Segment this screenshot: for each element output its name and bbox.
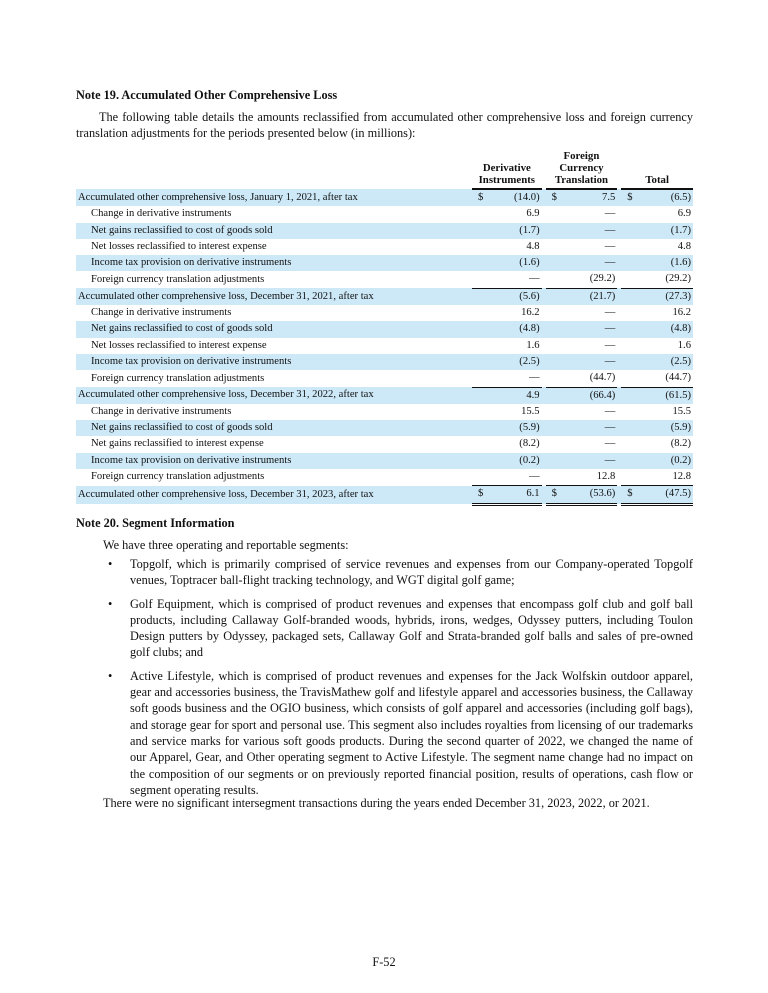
table-row [76, 223, 693, 239]
derivative-instruments-header: Derivative Instruments [472, 150, 542, 189]
aoci-table-body [76, 189, 693, 504]
currency-symbol [472, 288, 492, 305]
currency-symbol [546, 453, 566, 469]
foreign-value: (44.7) [566, 370, 618, 387]
table-row [76, 469, 693, 486]
currency-symbol [621, 469, 641, 486]
currency-symbol [546, 354, 566, 370]
total-value: 15.5 [672, 405, 691, 417]
currency-symbol [621, 255, 641, 271]
row-label: Foreign currency translation adjustments [91, 372, 265, 384]
currency-symbol [621, 453, 641, 469]
table-row [76, 271, 693, 288]
derivative-value: (0.2) [492, 453, 542, 469]
derivative-value: — [492, 271, 542, 288]
foreign-value: — [604, 405, 616, 417]
derivative-value: 6.9 [526, 208, 540, 220]
foreign-value: — [566, 354, 618, 370]
currency-symbol [546, 321, 566, 337]
derivative-value: 6.1 [492, 486, 542, 504]
total-value: 6.9 [677, 208, 691, 220]
row-label: Net gains reclassified to cost of goods sold [76, 321, 472, 337]
foreign-value: — [604, 339, 616, 351]
currency-symbol [546, 288, 566, 305]
total-value: (61.5) [641, 387, 693, 404]
table-row [76, 404, 693, 420]
table-row [76, 370, 693, 387]
row-label: Net losses reclassified to interest expense [91, 339, 267, 351]
total-value: (6.5) [641, 189, 693, 206]
row-label: Income tax provision on derivative instruments [76, 354, 472, 370]
derivative-value: 1.6 [526, 339, 540, 351]
table-row [76, 206, 693, 222]
total-value: (5.9) [641, 420, 693, 436]
derivative-value: 15.5 [521, 405, 540, 417]
foreign-value: — [566, 321, 618, 337]
currency-symbol [546, 206, 566, 222]
total-value: (47.5) [641, 486, 693, 504]
currency-symbol [621, 420, 641, 436]
currency-symbol [546, 223, 566, 239]
foreign-value: (29.2) [566, 271, 618, 288]
row-label: Accumulated other comprehensive loss, December 31, 2022, after tax [76, 387, 472, 404]
row-label: Change in derivative instruments [91, 307, 232, 319]
currency-symbol [621, 321, 641, 337]
row-label: Foreign currency translation adjustments [91, 471, 265, 483]
table-row [76, 453, 693, 469]
currency-symbol: $ [546, 486, 566, 504]
foreign-value: 7.5 [566, 189, 618, 206]
balance-row [76, 387, 693, 404]
table-header-row [76, 150, 693, 189]
total-value: 4.8 [677, 240, 691, 252]
total-value: (8.2) [670, 438, 691, 450]
row-label: Net gains reclassified to interest expense [91, 438, 264, 450]
table-row [76, 338, 693, 354]
foreign-value: — [604, 438, 616, 450]
total-value: (29.2) [641, 271, 693, 288]
row-label: Accumulated other comprehensive loss, December 31, 2021, after tax [76, 288, 472, 305]
bullet-icon: • [108, 557, 113, 571]
row-label: Change in derivative instruments [91, 405, 232, 417]
currency-symbol [546, 271, 566, 288]
row-label: Income tax provision on derivative instruments [76, 453, 472, 469]
page-number: F-52 [372, 955, 396, 969]
currency-symbol: $ [546, 189, 566, 206]
foreign-value: — [566, 453, 618, 469]
note-20-title: Note 20. Segment Information [76, 516, 235, 530]
currency-symbol [546, 255, 566, 271]
currency-symbol [472, 271, 492, 288]
currency-symbol [546, 305, 566, 321]
aoci-table [76, 150, 693, 506]
currency-symbol [621, 387, 641, 404]
derivative-value: 4.9 [492, 387, 542, 404]
segment-item-golf-equipment: • Golf Equipment, which is comprised of product revenues and expenses that encompass golf club and golf ball products, including Callaway Golf-branded woods, hybrids, irons, wedges, Odyssey putters, including Toulon Design putters by Odyssey, packaged sets, Callaway Golf and Strata-branded golf balls and sales of pre-owned golf clubs; and [108, 596, 693, 660]
derivative-value: (1.7) [492, 223, 542, 239]
row-label: Income tax provision on derivative instruments [76, 255, 472, 271]
note-19-intro: The following table details the amounts reclassified from accumulated other comprehensive loss and foreign currency translation adjustments for the periods presented below (in millions): [76, 110, 693, 140]
table-row [76, 239, 693, 255]
foreign-value: — [604, 208, 616, 220]
currency-symbol [621, 338, 641, 354]
segment-item-active-lifestyle: • Active Lifestyle, which is comprised of product revenues and expenses for the Jack Wolfskin outdoor apparel, gear and accessories business, the TravisMathew golf and lifestyle apparel and accessories business, the Callaway soft goods business and the OGIO business, which consists of golf apparel and accessories (including golf bags), and storage gear for sport and personal use. This segment also includes royalties from licensing of our trademarks and service marks for various soft goods products. During the second quarter of 2022, we changed the name of our Apparel, Gear, and Other operating segment to Active Lifestyle. The segment name change had no impact on the composition of our segments or on previously reported financial position, results of operations, cash flow or segment operating results. [108, 668, 693, 797]
currency-symbol [546, 420, 566, 436]
table-row [76, 255, 693, 271]
currency-symbol [546, 370, 566, 387]
currency-symbol [621, 206, 641, 222]
row-label: Net gains reclassified to cost of goods sold [76, 420, 472, 436]
foreign-value: — [566, 255, 618, 271]
total-value: (27.3) [641, 288, 693, 305]
currency-symbol [472, 436, 492, 452]
table-row [76, 436, 693, 452]
table-row [76, 420, 693, 436]
total-value: (1.6) [641, 255, 693, 271]
bullet-icon: • [108, 596, 113, 611]
currency-symbol [472, 338, 492, 354]
currency-symbol [621, 354, 641, 370]
foreign-value: (21.7) [566, 288, 618, 305]
currency-symbol [472, 453, 492, 469]
row-label: Accumulated other comprehensive loss, January 1, 2021, after tax [76, 189, 472, 206]
row-label: Change in derivative instruments [91, 208, 232, 220]
currency-symbol [546, 239, 566, 255]
currency-symbol [621, 288, 641, 305]
currency-symbol [472, 404, 492, 420]
currency-symbol [621, 436, 641, 452]
foreign-value: (53.6) [566, 486, 618, 504]
currency-symbol [472, 354, 492, 370]
balance-row [76, 189, 693, 206]
currency-symbol [621, 305, 641, 321]
currency-symbol [472, 239, 492, 255]
currency-symbol: $ [621, 189, 641, 206]
note-19-title: Note 19. Accumulated Other Comprehensive Loss [76, 88, 338, 102]
table-row [76, 354, 693, 370]
total-value: (2.5) [641, 354, 693, 370]
currency-symbol [472, 321, 492, 337]
derivative-value: (2.5) [492, 354, 542, 370]
derivative-value: — [492, 370, 542, 387]
currency-symbol [621, 239, 641, 255]
total-value: (4.8) [641, 321, 693, 337]
balance-row [76, 288, 693, 305]
total-value: (0.2) [641, 453, 693, 469]
currency-symbol [621, 370, 641, 387]
currency-symbol [546, 469, 566, 486]
note-20-lead: We have three operating and reportable segments: [103, 538, 349, 552]
table-row [76, 305, 693, 321]
currency-symbol [472, 387, 492, 404]
total-header: Total [621, 150, 693, 189]
derivative-value: (5.9) [492, 420, 542, 436]
currency-symbol [546, 404, 566, 420]
currency-symbol [472, 305, 492, 321]
foreign-value: — [604, 307, 616, 319]
derivative-value: (5.6) [492, 288, 542, 305]
currency-symbol [472, 255, 492, 271]
currency-symbol: $ [621, 486, 641, 504]
currency-symbol [621, 404, 641, 420]
row-label: Net gains reclassified to cost of goods sold [76, 223, 472, 239]
total-value: 16.2 [672, 307, 691, 319]
currency-symbol [472, 420, 492, 436]
foreign-value: (66.4) [566, 387, 618, 404]
row-label: Foreign currency translation adjustments [91, 273, 265, 285]
total-value: (44.7) [641, 370, 693, 387]
segment-list [76, 556, 693, 805]
row-label: Net losses reclassified to interest expense [91, 240, 267, 252]
balance-row [76, 486, 693, 504]
currency-symbol [472, 206, 492, 222]
total-value: (1.7) [641, 223, 693, 239]
total-value: 12.8 [641, 469, 693, 486]
currency-symbol [472, 370, 492, 387]
segment-item-topgolf: • Topgolf, which is primarily comprised of service revenues and expenses from our Company-operated Topgolf venues, Toptracer ball-flight tracking technology, and WGT digital golf game; [108, 557, 693, 588]
derivative-value: — [492, 469, 542, 486]
foreign-currency-translation-header: Foreign Currency Translation [546, 150, 618, 189]
foreign-value: 12.8 [566, 469, 618, 486]
bullet-icon: • [108, 668, 113, 683]
row-label: Accumulated other comprehensive loss, December 31, 2023, after tax [76, 486, 472, 504]
derivative-value: (1.6) [492, 255, 542, 271]
currency-symbol: $ [472, 189, 492, 206]
currency-symbol [621, 271, 641, 288]
currency-symbol [472, 223, 492, 239]
derivative-value: 16.2 [521, 307, 540, 319]
foreign-value: — [604, 240, 616, 252]
note-20-closing: There were no significant intersegment transactions during the years ended December 31, 2023, 2022, or 2021. [103, 796, 650, 810]
currency-symbol [546, 387, 566, 404]
derivative-value: (8.2) [519, 438, 540, 450]
derivative-value: (4.8) [492, 321, 542, 337]
currency-symbol [621, 223, 641, 239]
table-row [76, 321, 693, 337]
currency-symbol [546, 436, 566, 452]
currency-symbol [546, 338, 566, 354]
foreign-value: — [566, 223, 618, 239]
currency-symbol: $ [472, 486, 492, 504]
foreign-value: — [566, 420, 618, 436]
currency-symbol [472, 469, 492, 486]
derivative-value: (14.0) [492, 189, 542, 206]
total-value: 1.6 [677, 339, 691, 351]
derivative-value: 4.8 [526, 240, 540, 252]
label-header [76, 150, 472, 189]
